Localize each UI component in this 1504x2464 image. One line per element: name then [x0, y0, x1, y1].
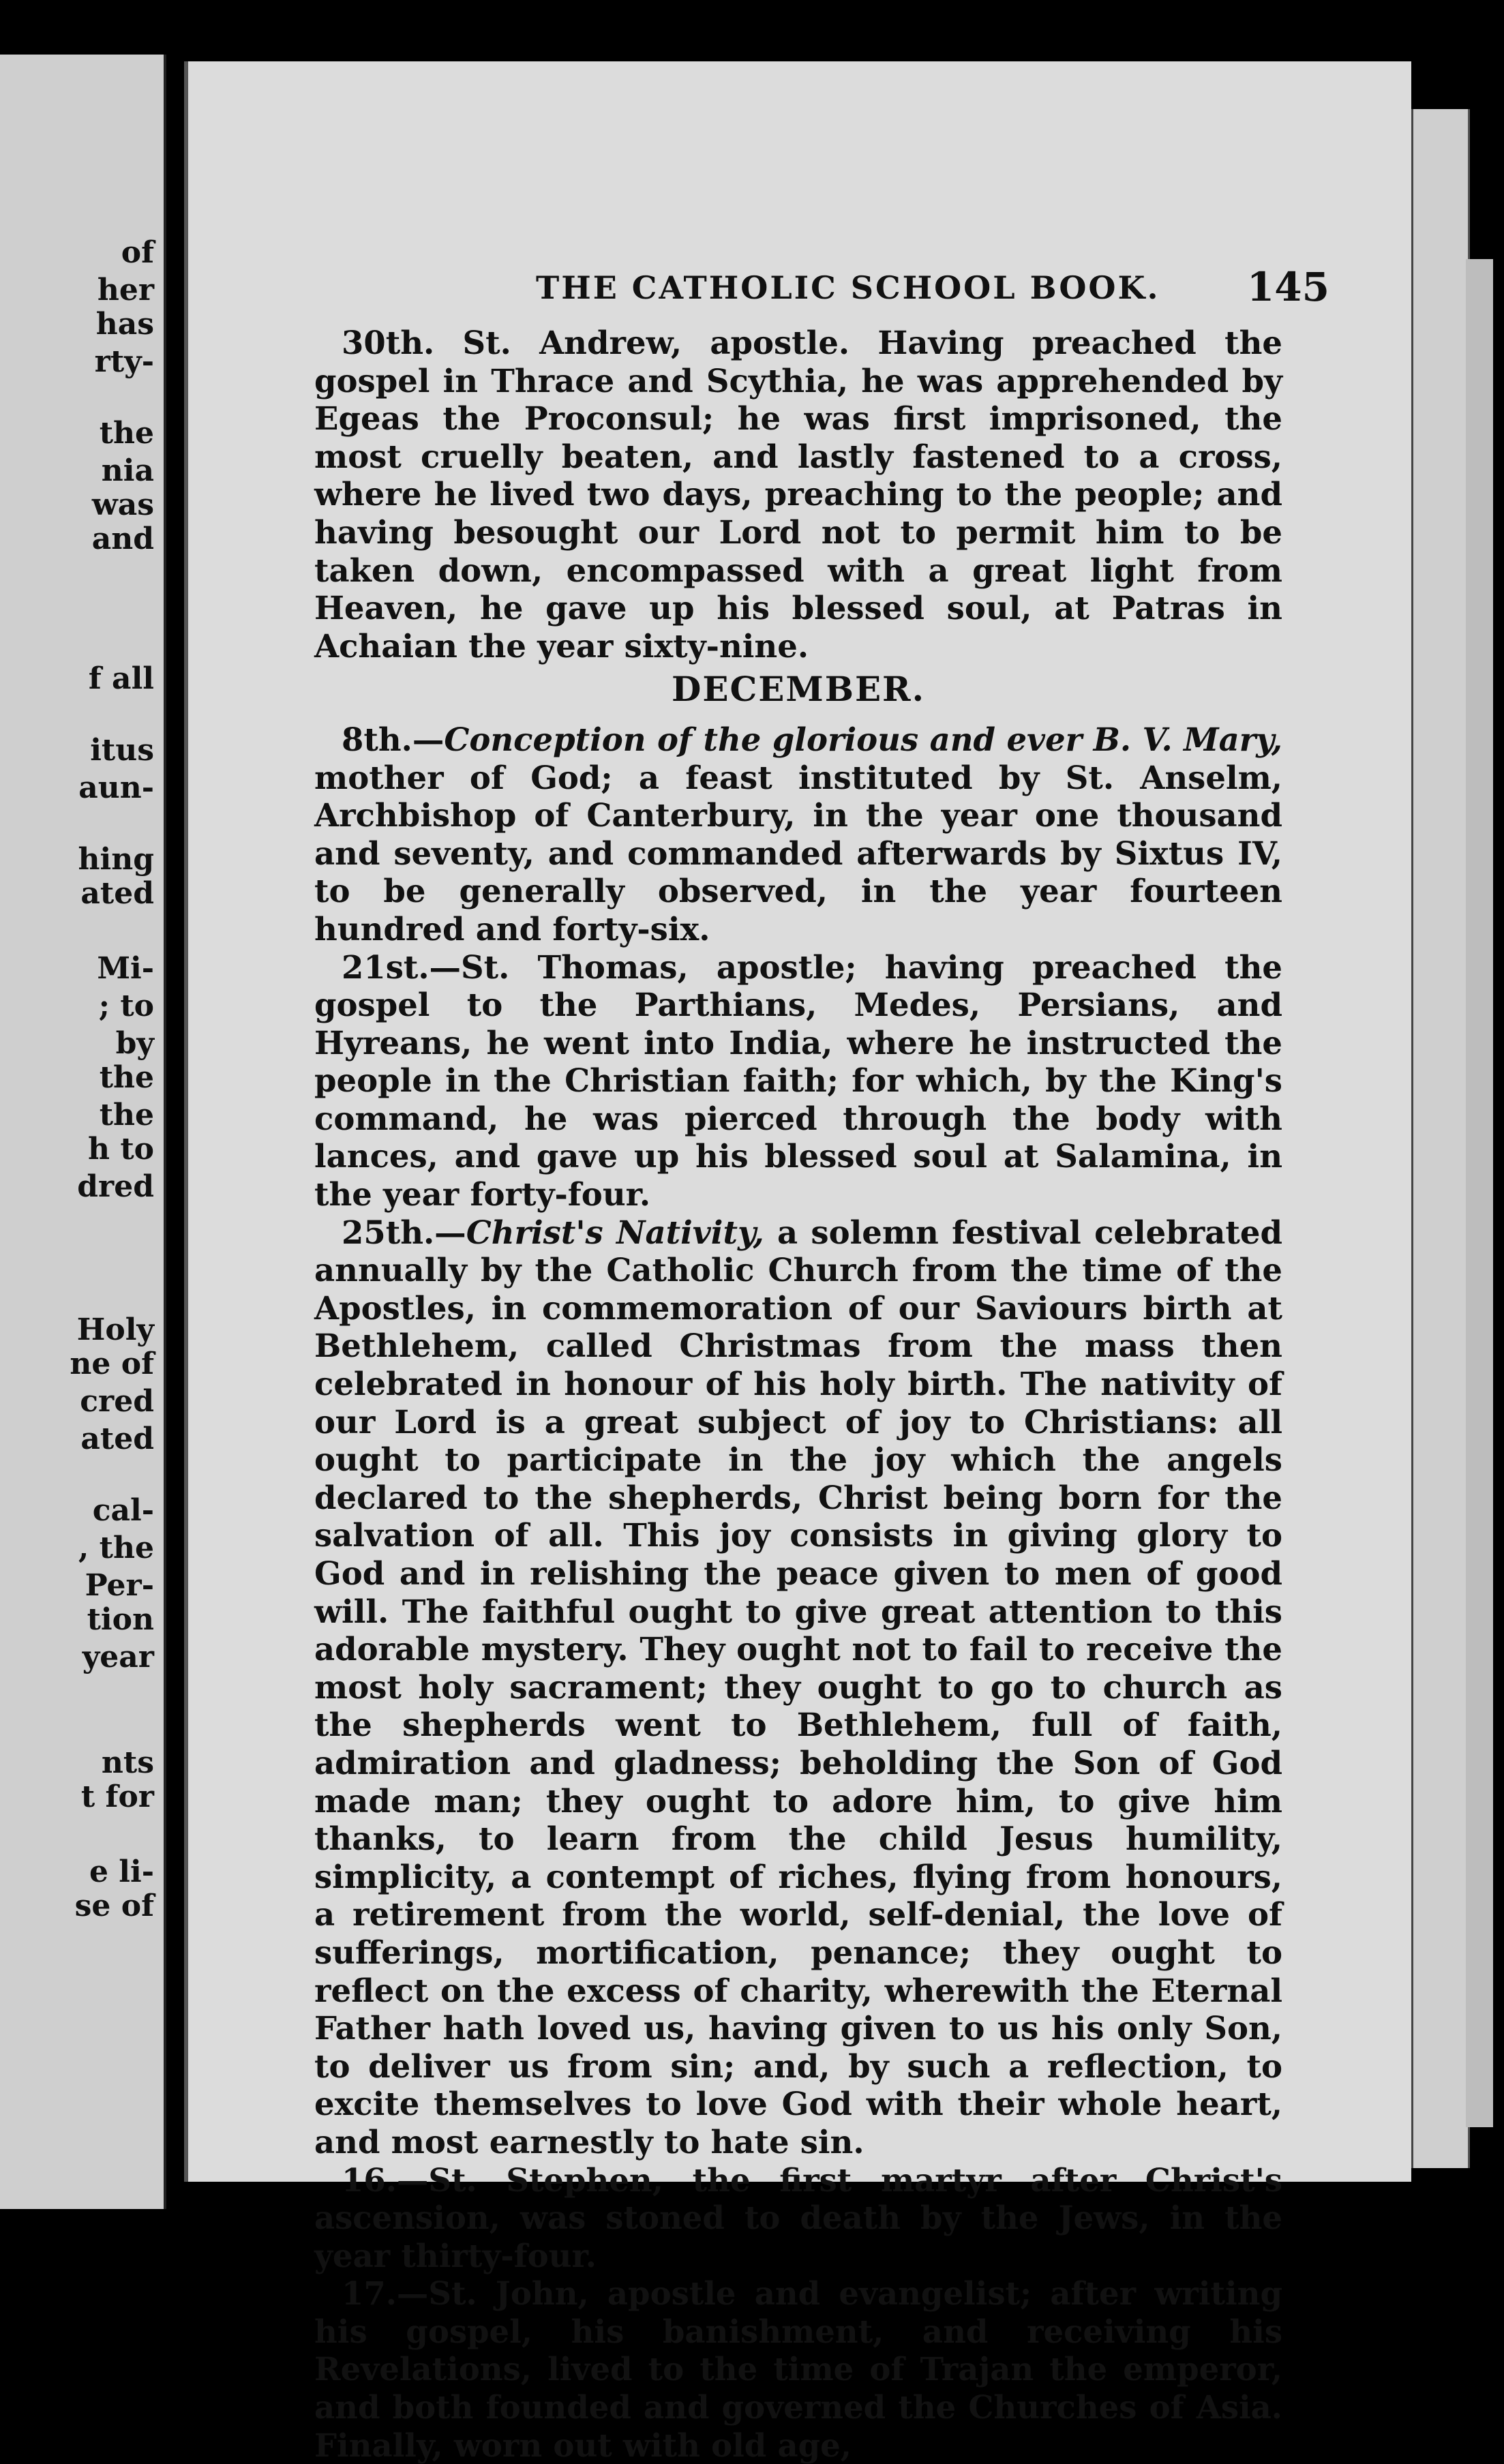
facing-page-text-fragment: ated [80, 876, 154, 911]
facing-page-text-fragment: t for [80, 1779, 154, 1814]
facing-page-text-fragment: Per- [85, 1568, 154, 1603]
month-heading-december: DECEMBER. [671, 669, 926, 710]
facing-page-text-fragment: rty- [94, 344, 154, 379]
page-content [314, 324, 1282, 2464]
facing-page-text-fragment: , the [78, 1531, 154, 1565]
facing-page-text-fragment: ne of [70, 1347, 154, 1381]
facing-page-text-fragment: the [99, 416, 154, 451]
entry-st-thomas: 21st.—St. Thomas, apostle; having preached the gospel to the Parthians, Medes, Persians, and Hyreans, he went into India, where he instructed the people in the Christian faith; for which, by the King's command, he was pierced through the body with lances, and gave up his blessed soul at Salamina, in the year forty-four. [314, 948, 1282, 1214]
facing-page-text-fragment: nts [101, 1745, 154, 1780]
facing-page-text-fragment: nia [101, 453, 154, 488]
entry-date: 25th.— [342, 1213, 466, 1251]
facing-page-text-fragment: f all [88, 661, 154, 696]
facing-page-text-fragment: year [82, 1640, 154, 1674]
entry-text: mother of God; a feast instituted by St. Anselm, Archbishop of Canterbury, in the year one thousand and seventy, and commanded afterwards by Sixtus IV, to be generally observed, in the year fourteen hundred and forty-six. [314, 758, 1282, 948]
facing-page-text-fragment: Mi- [97, 951, 154, 986]
running-head: THE CATHOLIC SCHOOL BOOK. [536, 269, 1160, 306]
feast-title: Christ's Nativity, [466, 1213, 764, 1251]
entry-st-stephen: 16.—St. Stephen, the first martyr after Christ's ascension, was stoned to death by the Jews, in the year thirty-four. [314, 2161, 1282, 2274]
page-header [188, 264, 1411, 317]
facing-page-text-fragment: was [91, 487, 154, 522]
facing-page-text-fragment: dred [77, 1169, 154, 1204]
facing-page-text-fragment: ated [80, 1422, 154, 1456]
facing-page-text-fragment: tion [87, 1602, 154, 1637]
facing-page-text-fragment: se of [74, 1889, 154, 1923]
facing-page-text-fragment: has [95, 307, 154, 342]
facing-page-text-fragment: aun- [78, 770, 154, 805]
feast-title: Conception of the glorious and ever B. V. Mary, [444, 720, 1282, 758]
facing-page-text-fragment: the [99, 1060, 154, 1095]
facing-page-text-fragment: e li- [89, 1854, 154, 1889]
facing-page-text-fragment: cred [80, 1384, 154, 1419]
facing-page-text-fragment: h to [88, 1132, 154, 1167]
facing-page-text-fragment: the [99, 1098, 154, 1132]
entry-conception [314, 721, 1282, 948]
entry-st-andrew: 30th. St. Andrew, apostle. Having preached the gospel in Thrace and Scythia, he was apprehended by Egeas the Proconsul; he was first imprisoned, the most cruelly beaten, and lastly fastened to a cross, where he lived two days, preaching to the people; and having besought our Lord not to permit him to be taken down, encompassed with a great light from Heaven, he gave up his blessed soul, at Patras in Achaian the year sixty-nine. [314, 324, 1282, 665]
entry-nativity [314, 1214, 1282, 2161]
entry-st-john: 17.—St. John, apostle and evangelist; after writing his gospel, his banishment, and receiving his Revelations, lived to the time of Trajan the emperor, and both founded and governed the Churches of Asia. Finally, worn out with old age, [314, 2274, 1282, 2464]
facing-page-text-fragment: her [97, 273, 154, 307]
facing-page-text-fragment: of [121, 235, 154, 270]
page-edge [1411, 109, 1470, 2168]
facing-page-text-fragment: itus [90, 733, 154, 768]
page-number: 145 [1246, 264, 1329, 310]
facing-page-text-fragment: cal- [92, 1493, 154, 1528]
facing-page-text-fragment: by [115, 1026, 154, 1061]
page-edge-back [1466, 259, 1493, 2127]
book-page [184, 61, 1411, 2464]
facing-page-text-fragment: ; to [98, 989, 154, 1023]
facing-page-text-fragment: hing [78, 842, 154, 877]
entry-text: a solemn festival celebrated annually by the Catholic Church from the time of the Apostles, in commemoration of our Saviours birth at Bethlehem, called Christmas from the mass then celebrated in honour of his holy birth. The nativity of our Lord is a great subject of joy to Christians: all ought to participate in the joy which the angels declared to the shepherds, Christ being born for the salvation of all. This joy consists in giving glory to God and in relishing the peace given to men of good will. The faithful ought to give great attention to this adorable mystery. They ought not to fail to receive the most holy sacrament; they ought to go to church as the shepherds went to Bethlehem, full of faith, admiration and gladness; beholding the Son of God made man; they ought to adore him, to give him thanks, to learn from the child Jesus humility, simplicity, a contempt of riches, flying from honours, a retirement from the world, self-denial, the love of sufferings, mortification, penance; they ought to reflect on the excess of charity, wherewith the Eternal Father hath loved us, having given to us his only Son, to deliver us from sin; and, by such a reflection, to excite themselves to love God with their whole heart, and most earnestly to hate sin. [314, 1213, 1282, 2161]
facing-page-text-fragment: and [91, 522, 154, 556]
facing-page-left [0, 55, 166, 2209]
entry-date: 8th.— [342, 720, 445, 758]
facing-page-text-fragment: Holy [76, 1312, 154, 1347]
